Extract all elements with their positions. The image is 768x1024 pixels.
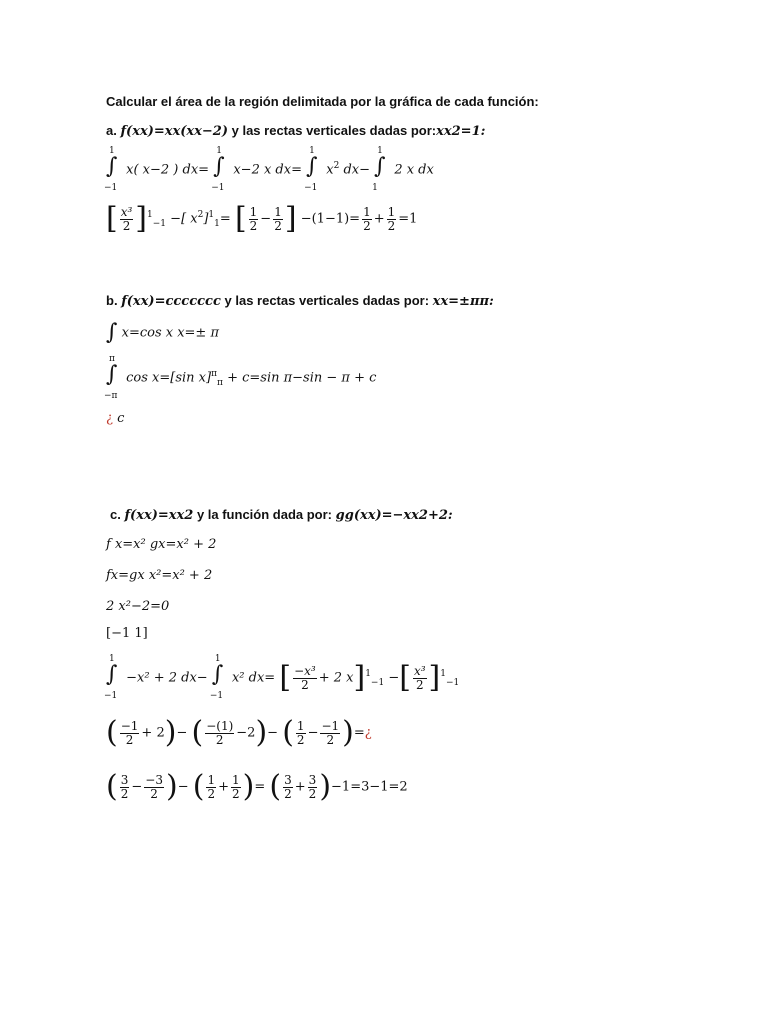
page-title: Calcular el área de la región delimitada por la gráfica de cada función: bbox=[106, 94, 539, 109]
part-a-equation-2: [ $\frac{\text{x³}}{2}$ ]$^1_{-1}$ −[ $x^2]^1_1=$ [ $\frac{1}{2}$ − $\frac{1}{2}$ ] −(1−1)= $\frac{1}{2}$ + $\frac{1}{2}$ =1 bbox=[106, 201, 418, 236]
part-b-function: f(xx)=ccccccc bbox=[121, 294, 221, 309]
part-c-condition: gg(xx)=−xx2+2: bbox=[335, 508, 453, 523]
integral-sign: ∫ 1 −1 bbox=[104, 146, 118, 193]
part-a-prompt bbox=[106, 123, 485, 139]
part-c-equation-2: fx=gx x²=x² + 2 bbox=[106, 568, 213, 583]
part-c-label: c. bbox=[110, 507, 121, 522]
integral-sign: ∫ π −π bbox=[104, 354, 118, 401]
part-c-equation-1: f x=x² gx=x² + 2 bbox=[106, 537, 217, 552]
part-a-label: a. bbox=[106, 123, 117, 138]
part-b-text: y las rectas verticales dadas por: bbox=[224, 293, 430, 308]
part-c-equation-3: 2 x²−2=0 bbox=[106, 599, 170, 614]
part-c-equation-6: ( $\frac{-1}{2}$ + 2)− ( $\frac{-(1)}{2}$ −2)− ( $\frac{1}{2}$ − $\frac{-1}{2}$ )=¿ bbox=[106, 715, 372, 750]
part-b-equation-3: ¿ c bbox=[106, 411, 125, 426]
integral-sign: ∫ 1 −1 bbox=[211, 146, 225, 193]
part-c-text: y la función dada por: bbox=[196, 507, 333, 522]
part-b-label: b. bbox=[106, 293, 118, 308]
part-a-condition: xx2=1: bbox=[436, 124, 486, 139]
part-c-equation-7: ( $\frac{3}{2}$ − $\frac{-3}{2}$ )− ( $\frac{1}{2}$ + $\frac{1}{2}$ )= ( $\frac{3}{2}$ + $\frac{3}{2}$ )−1=3−1=2 bbox=[106, 769, 408, 804]
integral-sign: ∫ 1 −1 bbox=[209, 654, 224, 701]
part-a-equation-1: ∫ 1 −1 x( x−2 ) dx= ∫ 1 −1 x−2 x dx= ∫ 1 −1 $x^2$ dx− ∫ 1 1 2 x dx bbox=[104, 146, 434, 193]
integral-sign: ∫ 1 −1 bbox=[304, 146, 318, 193]
part-b-prompt bbox=[106, 293, 494, 309]
part-c-prompt bbox=[110, 507, 453, 523]
part-b-condition: xx=±ππ: bbox=[432, 294, 494, 309]
part-a-function: f(xx)=xx(xx−2) bbox=[120, 124, 228, 139]
part-a-text: y las rectas verticales dadas por: bbox=[231, 123, 437, 138]
part-b-equation-2: ∫ π −π cos x=[sin x]$^\pi_\pi$ + c=sin π−sin − π + c bbox=[104, 354, 377, 401]
part-c-function: f(xx)=xx2 bbox=[124, 508, 194, 523]
part-c-equation-4: [−1 1] bbox=[106, 626, 148, 641]
part-c-equation-5: ∫ 1 −1 −x² + 2 dx− ∫ 1 −1 x² dx= [ $\frac{\text{−x³}}{2}$ + 2 x]$^1_{-1}$ −[ $\frac{\text{x³}}{2}$ ]$^1_{-1}$ bbox=[104, 654, 460, 701]
part-b-equation-1: ∫ x=cos x x=± π bbox=[106, 320, 220, 345]
integral-sign: ∫ 1 −1 bbox=[104, 654, 118, 701]
integral-sign: ∫ 1 1 bbox=[372, 146, 386, 193]
